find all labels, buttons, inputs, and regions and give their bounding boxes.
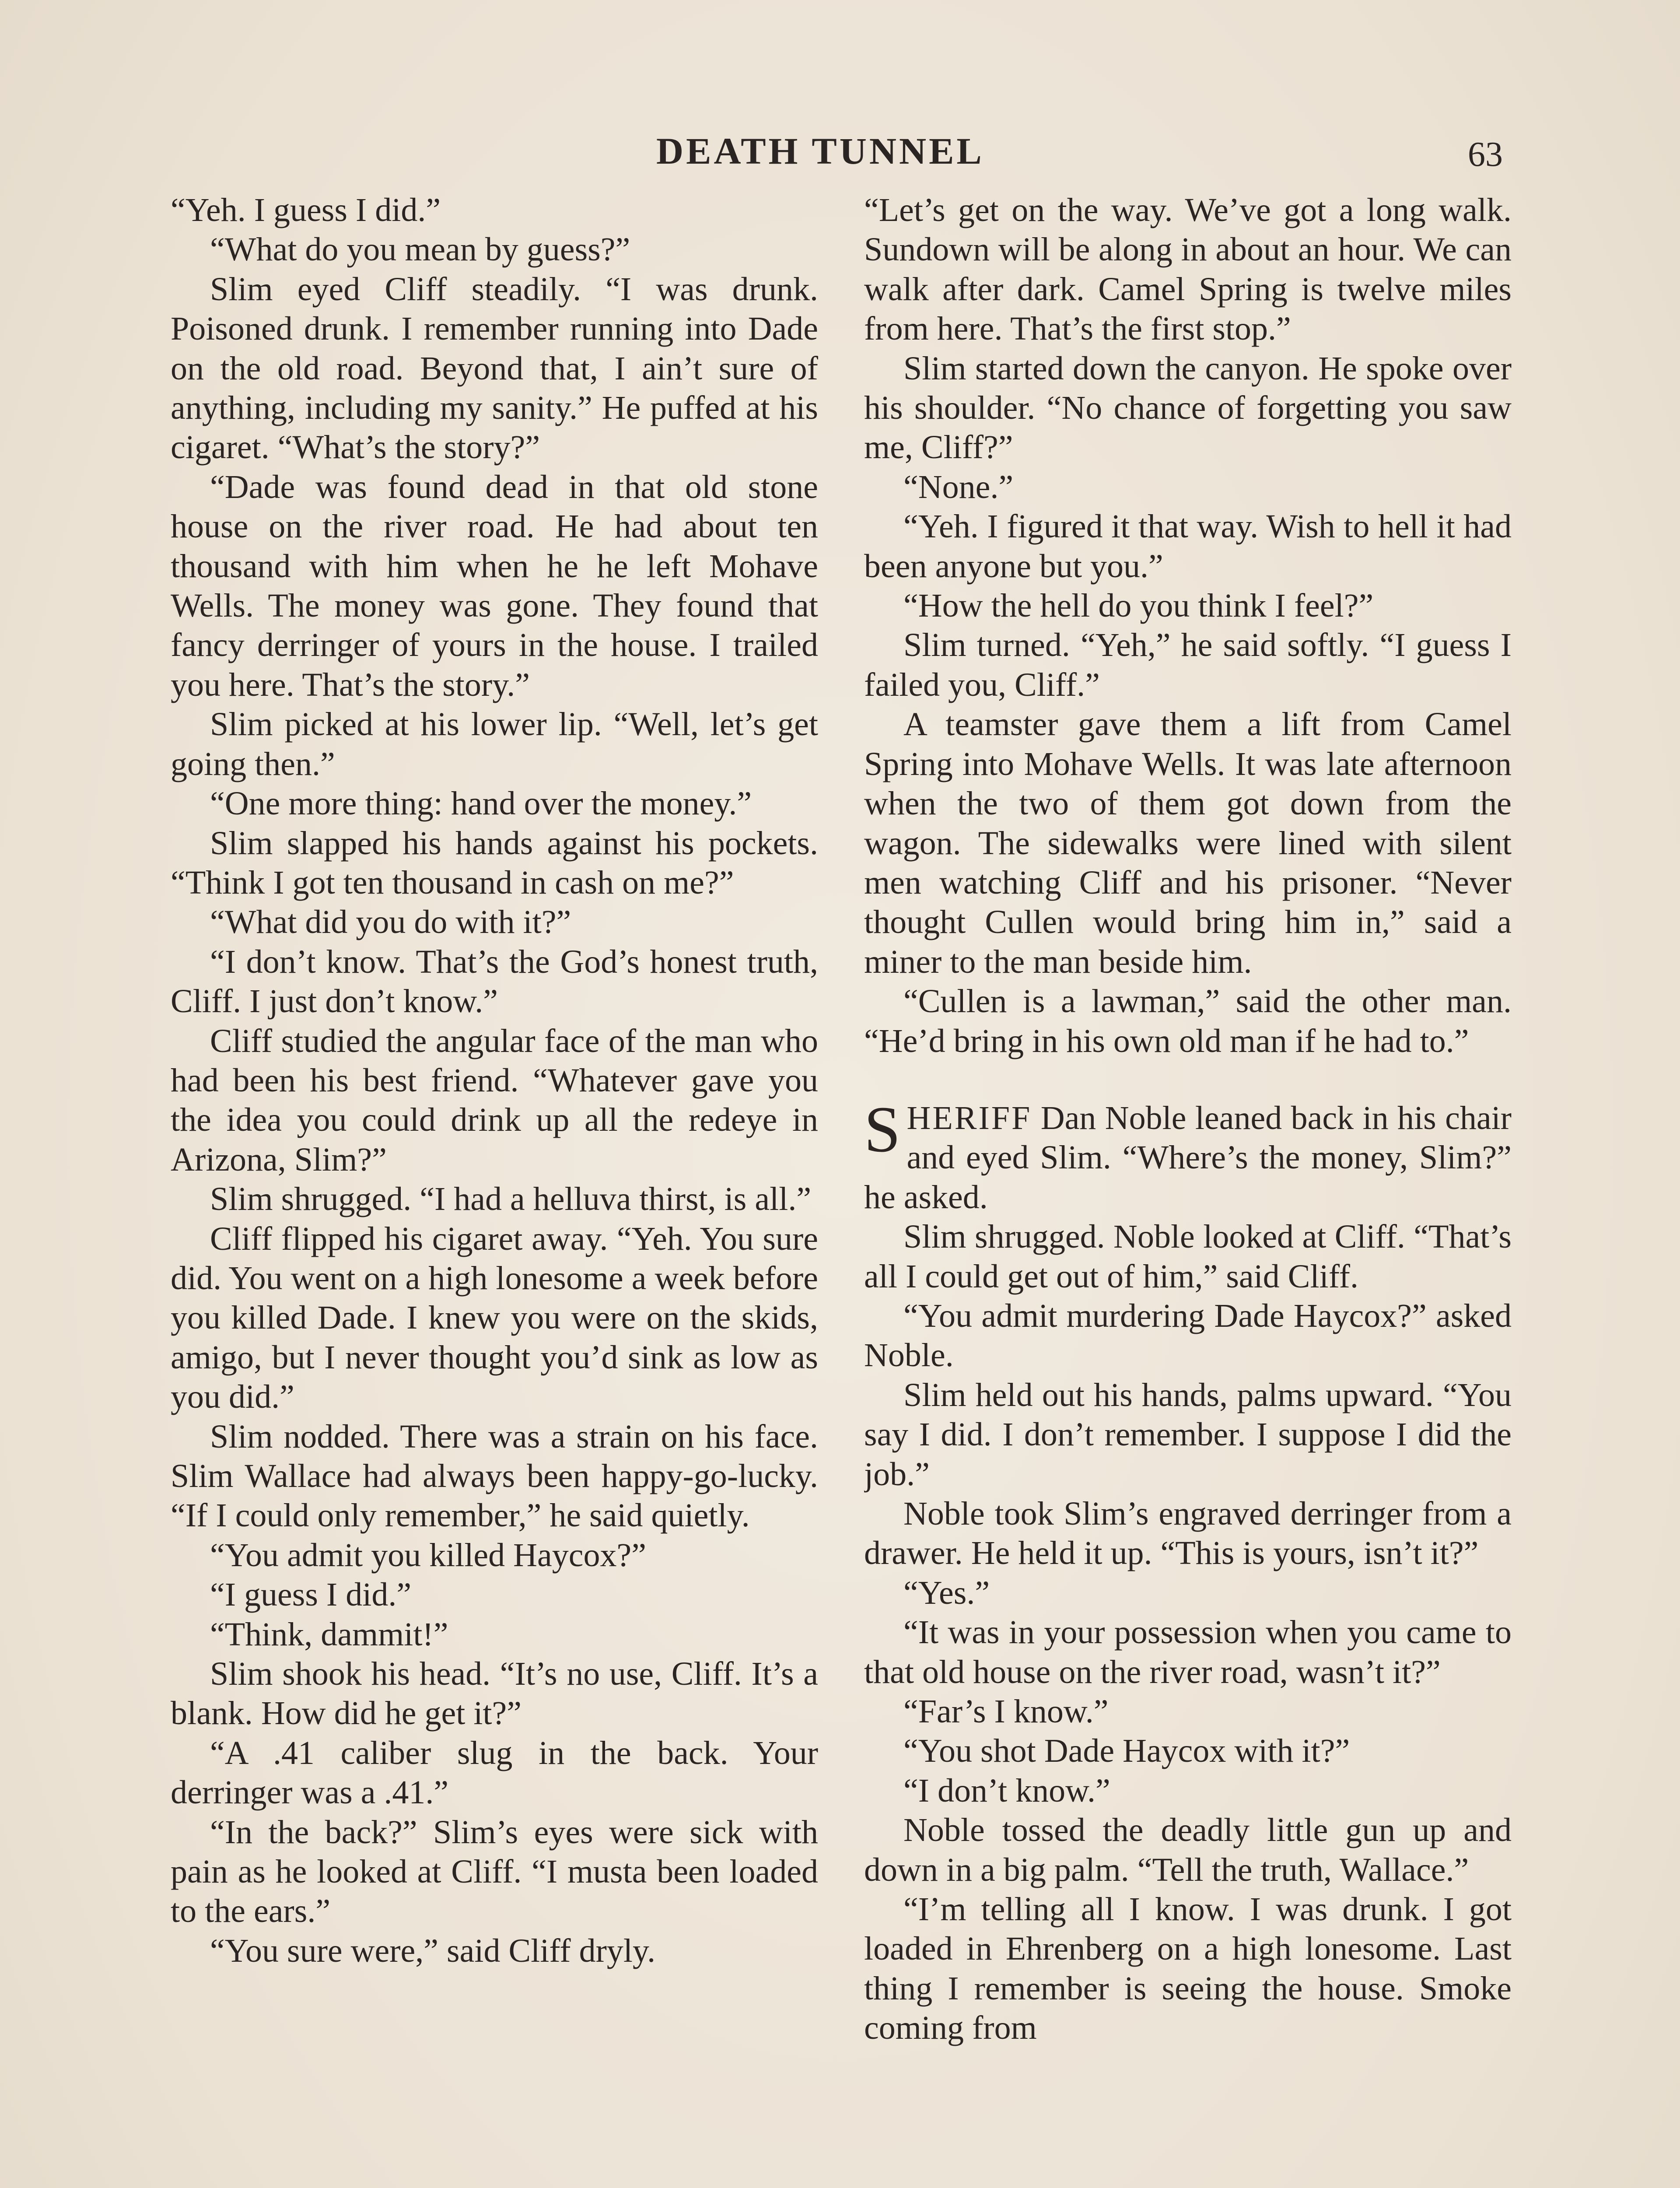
paragraph: Noble took Slim’s engraved derringer from a drawer. He held it up. “This is yours, isn’t it?” (864, 1495, 1512, 1572)
paragraph: “I don’t know.” (903, 1772, 1110, 1809)
paragraph: “I guess I did.” (210, 1576, 412, 1613)
paragraph: “A .41 caliber slug in the back. Your derringer was a .41.” (171, 1734, 818, 1811)
paragraph: “Yeh. I guess I did.” (171, 192, 441, 228)
paragraph: Noble tossed the deadly little gun up and down in a big palm. “Tell the truth, Wallace.” (864, 1812, 1512, 1888)
paragraph: “Dade was found dead in that old stone house on the river road. He had about ten thousand with him when he he left Mohave Wells. The money was gone. They found that fancy derringer of yours in the house. I trailed you here. That’s the story.” (171, 468, 818, 703)
paragraph: Slim nodded. There was a strain on his face. Slim Wallace had always been happy-go-lucky. “If I could only remember,” he said quietly. (171, 1418, 818, 1534)
paragraph: Slim started down the canyon. He spoke over his shoulder. “No chance of forgetting you saw me, Cliff?” (864, 350, 1512, 466)
right-column (864, 190, 1512, 2188)
paragraph: “You admit murdering Dade Haycox?” asked Noble. (864, 1297, 1512, 1374)
page-number: 63 (1468, 135, 1503, 174)
paragraph: Slim eyed Cliff steadily. “I was drunk. Poisoned drunk. I remember running into Dade on the old road. Beyond that, I ain’t sure of anything, including my sanity.” He puffed at his cigaret. “What’s the story?” (171, 270, 818, 466)
paragraph: “I don’t know. That’s the God’s honest truth, Cliff. I just don’t know.” (171, 943, 818, 1020)
paragraph: Slim shook his head. “It’s no use, Cliff. It’s a blank. How did he get it?” (171, 1655, 818, 1732)
paragraph: “You shot Dade Haycox with it?” (903, 1732, 1350, 1770)
paragraph: “Yes.” (903, 1574, 990, 1611)
paragraph: Cliff studied the angular face of the man who had been his best friend. “Whatever gave you the idea you could drink up all the redeye in Arizona, Slim?” (171, 1022, 818, 1178)
running-head (0, 127, 1680, 175)
paragraph: “You sure were,” said Cliff dryly. (210, 1932, 656, 1969)
paragraph: “Yeh. I figured it that way. Wish to hell it had been anyone but you.” (864, 508, 1512, 585)
lead-rest: Dan Noble leaned back in his chair and eyed Slim. “Where’s the money, Slim?” he asked. (864, 1099, 1512, 1216)
paragraph: Cliff flipped his cigaret away. “Yeh. You sure did. You went on a high lonesome a week before you killed Dade. I knew you were on the skids, amigo, but I never thought you’d sink as low as you did.” (171, 1220, 818, 1416)
lead-word: HERIFF (906, 1099, 1032, 1136)
paragraph: “I’m telling all I know. I was drunk. I got loaded in Ehrenberg on a high lonesome. Last thing I remember is seeing the house. Smoke coming from (864, 1891, 1512, 2047)
paragraph: “One more thing: hand over the money.” (210, 785, 752, 822)
paragraph: “It was in your possession when you came to that old house on the river road, wasn’t it?” (864, 1614, 1512, 1690)
left-column (171, 190, 818, 2188)
paragraph: Slim picked at his lower lip. “Well, let’s get going then.” (171, 706, 818, 782)
drop-cap: S (864, 1093, 901, 1166)
paragraph: “None.” (903, 468, 1014, 505)
paragraph: “Far’s I know.” (903, 1693, 1109, 1730)
section-opening-paragraph (864, 1093, 1512, 1217)
paragraph: Slim turned. “Yeh,” he said softly. “I guess I failed you, Cliff.” (864, 627, 1512, 703)
story-title: DEATH TUNNEL (656, 130, 984, 172)
paragraph: Slim held out his hands, palms upward. “You say I did. I don’t remember. I suppose I did the job.” (864, 1376, 1512, 1493)
paragraph: “You admit you killed Haycox?” (210, 1536, 646, 1574)
paragraph: “Think, dammit!” (210, 1616, 448, 1653)
paragraph: “Let’s get on the way. We’ve got a long walk. Sundown will be along in about an hour. We can walk after dark. Camel Spring is twelve miles from here. That’s the first stop.” (864, 192, 1512, 347)
paragraph: Slim shrugged. Noble looked at Cliff. “That’s all I could get out of him,” said Cliff. (864, 1218, 1512, 1295)
paragraph: Slim shrugged. “I had a helluva thirst, is all.” (210, 1181, 812, 1218)
paragraph: “In the back?” Slim’s eyes were sick with pain as he looked at Cliff. “I musta been loaded to the ears.” (171, 1813, 818, 1930)
paragraph: A teamster gave them a lift from Camel Spring into Mohave Wells. It was late afternoon when the two of them got down from the wagon. The sidewalks were lined with silent men watching Cliff and his prisoner. “Never thought Cullen would bring him in,” said a miner to the man beside him. (864, 706, 1512, 980)
paragraph: “Cullen is a lawman,” said the other man. “He’d bring in his own old man if he had to.” (864, 983, 1512, 1059)
paragraph: “What did you do with it?” (210, 904, 571, 941)
paragraph: “How the hell do you think I feel?” (903, 587, 1374, 624)
paragraph: Slim slapped his hands against his pockets. “Think I got ten thousand in cash on me?” (171, 824, 818, 901)
paragraph: “What do you mean by guess?” (210, 231, 630, 268)
